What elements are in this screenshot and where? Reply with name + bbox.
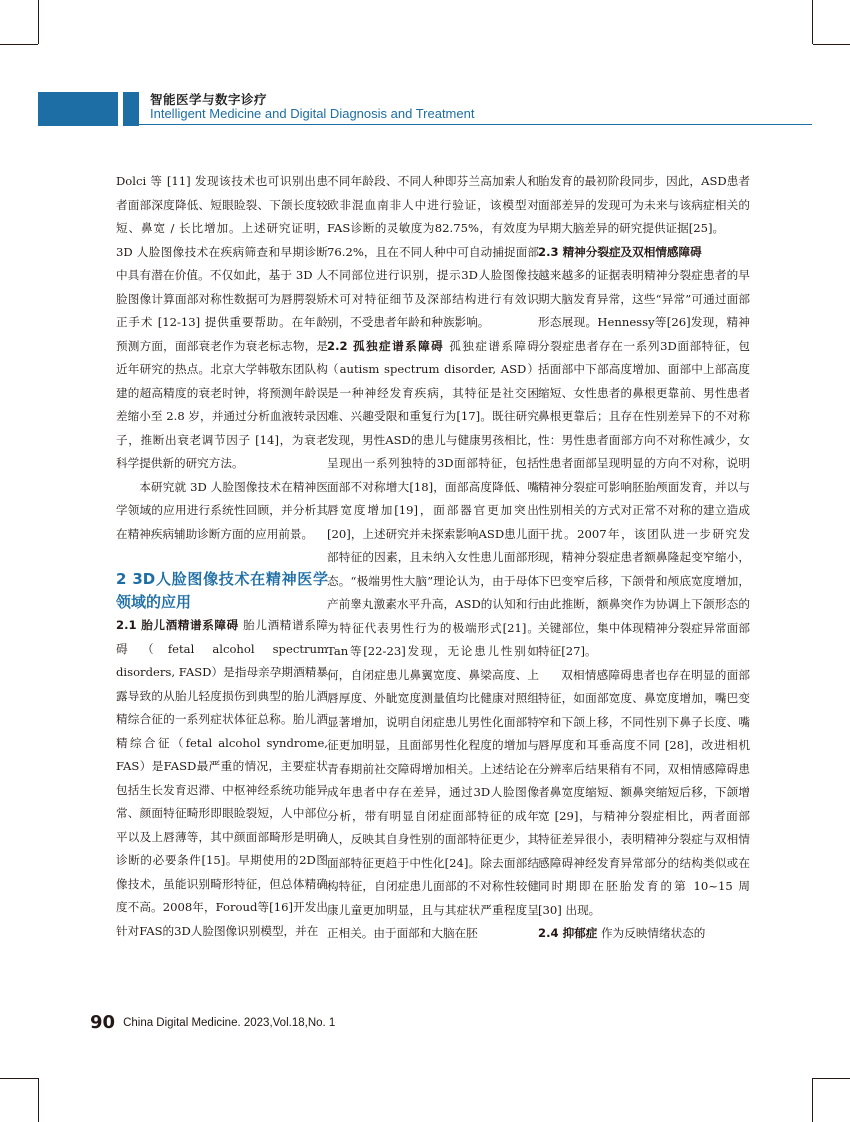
crop-mark: [0, 44, 38, 45]
paragraph: [116, 614, 328, 943]
text-column-1: [116, 170, 328, 943]
header-rule: [138, 124, 812, 125]
crop-mark: [812, 0, 813, 44]
crop-mark: [813, 44, 850, 45]
paragraph: 不同年龄段、不同人种即芬兰高加索人和欧非混血南非人中进行验证，该模型对FAS诊断的灵敏度为82.75%，有效度为76.2%，且在不同人种中可自动捕捉面部不同部位进行识别，提示3D人脸图像技术可对特征细节及深部结构进行有效识别，不受患者年龄和种族影响。: [327, 174, 539, 329]
crop-mark: [0, 1078, 38, 1079]
journal-title: 智能医学与数字诊疗: [150, 92, 268, 107]
crop-mark: [38, 0, 39, 44]
crop-mark: [38, 1078, 39, 1122]
crop-mark: [813, 1078, 850, 1079]
paragraph: [538, 922, 750, 946]
subsection-heading: 2.4 抑郁症: [538, 926, 598, 940]
text-column-2: [327, 170, 539, 946]
page-number: 90: [90, 1012, 116, 1033]
paragraph: 双相情感障碍患者也存在明显的面部特征，如面部宽度、鼻宽度增加，嘴巴变窄和下颌上移，不同性别下鼻子长度、嘴唇厚度和耳垂高度不同 [28]，改进相机分辨率后结果稍有不同，双相情感障碍患者鼻宽度缩短、额鼻突缩短后移，下颌增宽 [29]，与精神分裂症相比，两者面部特征差异很小，表明精神分裂症与双相情感障碍神经发育异常部分的结构类似或在同时期即在胚胎发育的第 10~15 周 [30] 出现。: [538, 667, 750, 917]
header-letter-stem: [123, 92, 139, 126]
page-footer: [90, 1012, 335, 1033]
paragraph: [327, 335, 539, 946]
journal-subtitle: Intelligent Medicine and Digital Diagnosis and Treatment: [150, 106, 475, 121]
paragraph-text: 胎儿酒精谱系障碍（fetal alcohol spectrum disorders, FASD）是指母亲孕期酒精暴露导致的从胎儿轻度损伤到典型的胎儿酒精综合征的一系列症状体征总称。胎儿酒精综合征（fetal alcohol syndrome, FAS）是FASD最严重的情况，主要症状包括生长发育迟滞、中枢神经系统功能异常、颜面特征畸形即眼睑裂短，人中部位平以及上唇薄等，其中颜面部畸形是明确诊断的必要条件[15]。早期使用的2D图像技术，虽能识别畸形特征，但总体精确度不高。2008年，Foroud等[16]开发出针对FAS的3D人脸图像识别模型，并在: [116, 618, 329, 938]
subsection-heading: 2.2 孤独症谱系障碍: [327, 338, 445, 353]
section-heading: 2 3D人脸图像技术在精神医学领域的应用: [116, 570, 328, 611]
paragraph-text: 孤独症谱系障碍（autism spectrum disorder, ASD）是一种神经发育疾病，其特征是社交困难、兴趣受限和重复行为[17]。既往研究发现，男性ASD的患儿与健康男孩相比，呈现出一系列独特的3D面部特征，包括面部不对称增大[18]，面部高度降低、嘴唇宽度增加[19]，面部器官更加突出[20]，上述研究并未探索影响ASD患儿面部特征的因素，且未纳入女性患儿面部形态。“极端男性大脑”理论认为，由于母体产前睾丸激素水平升高，ASD的认知和行为特征代表男性行为的极端形式[21]。Tan等[22-23]发现，无论患儿性别如何，自闭症患儿鼻翼宽度、鼻梁高度、上唇厚度、外眦宽度测量值均比健康对照组显著增加，说明自闭症患儿男性化面部特征更加明显，且面部男性化程度的增加与青春期前社交障碍增加相关。上述结论在成年患者中存在差异，通过3D人脸图像分析，带有明显自闭症面部特征的成年人，反映其自身性别的面部特征更少，其面部特征更趋于中性化[24]。除去面部结构特征，自闭症患儿面部的不对称性较健康儿童更加明显，且与其症状严重程度呈正相关。由于面部和大脑在胚: [327, 338, 540, 940]
subsection-heading: 2.1 胎儿酒精谱系障碍: [116, 618, 239, 632]
paragraph: Dolci 等 [11] 发现该技术也可识别出患者面部深度降低、短眼睑裂、下颌长度较短、鼻宽 / 长比增加。上述研究证明，3D 人脸图像技术在疾病筛查和早期诊断中具有潜在价值。不仅如此，基于 3D 人脸图像计算面部对称性数据可为唇腭裂矫正手术 [12-13] 提供重要帮助。在年龄预测方面，面部衰老作为衰老标志物，是近年研究的热点。北京大学韩敬东团队构建的超高精度的衰老时钟，将预测年龄误差缩小至 2.8 岁，并通过分析血液转录因子，推断出衰老调节因子 [14]，为衰老科学提供新的研究方法。: [116, 174, 328, 470]
subsection-heading: 2.3 精神分裂症及双相情感障碍: [538, 244, 702, 259]
text-column-3: [538, 170, 750, 946]
journal-citation: China Digital Medicine. 2023,Vol.18,No. 1: [123, 1017, 336, 1029]
paragraph-text: 作为反映情绪状态的: [601, 926, 706, 940]
paragraph: 越来越多的证据表明精神分裂症患者的早期大脑发育异常，这些“异常”可通过面部形态展现。Hennessy等[26]发现，精神分裂症患者存在一系列3D面部特征，包括面部中下部高度增加、面部中上部高度缩短、女性患者的鼻根更靠前、男性患者鼻根更靠后；且存在性别差异下的不对称性：男性患者面部方向不对称性减少，女性患者面部呈现明显的方向不对称，说明精神分裂症可影响胚胎颅面发育，并以与性别相关的方式对正常不对称的建立造成干扰。2007年，该团队进一步研究发现，精神分裂症患者额鼻隆起变窄缩小，下巴变窄后移，下颌骨和颅底宽度增加，由此推断，额鼻突作为协调上下颌形态的关键部位，集中体现精神分裂症异常面部特征[27]。: [538, 268, 750, 658]
paragraph: 胎发育的最初阶段同步，因此，ASD患者面部差异的发现可为未来与该病症相关的早期大脑差异的研究提供证据[25]。: [538, 174, 750, 235]
crop-mark: [812, 1078, 813, 1122]
paragraph: 本研究就 3D 人脸图像技术在精神医学领域的应用进行系统性回顾，并分析其在精神疾病辅助诊断方面的应用前景。: [116, 479, 328, 541]
